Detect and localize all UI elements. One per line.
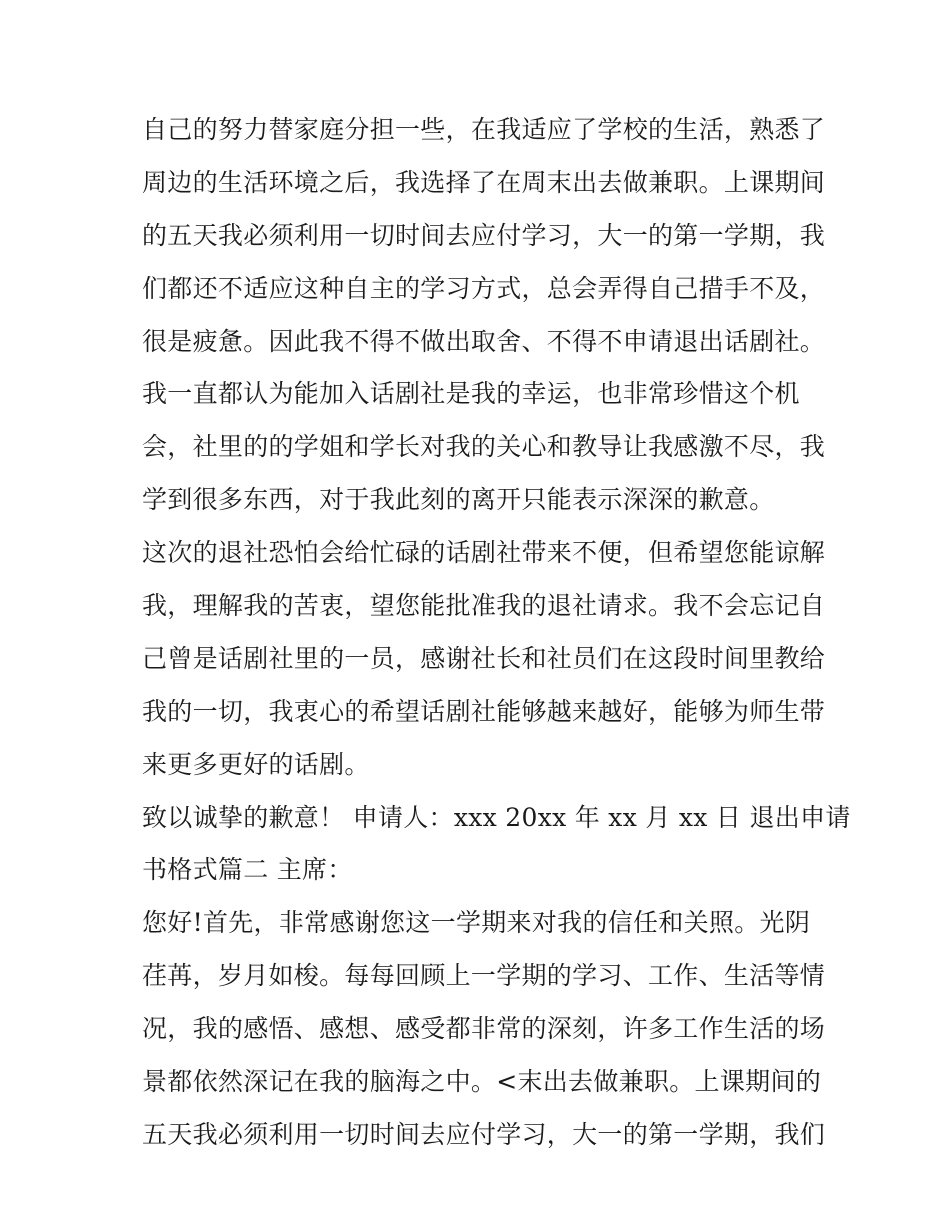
text-line: 学到很多东西，对于我此刻的离开只能表示深深的歉意。 (142, 485, 775, 515)
document-body (142, 104, 851, 1162)
text-line: 自己的努力替家庭分担一些，在我适应了学校的生活，熟悉了 (142, 115, 826, 144)
text-line: 您好!首先，非常感谢您这一学期来对我的信任和关照。光阴 (142, 908, 811, 938)
text-line: 的五天我必须利用一切时间去应付学习，大一的第一学期，我 (142, 220, 826, 250)
text-line: 周边的生活环境之后，我选择了在周末出去做兼职。上课期间 (142, 167, 826, 197)
text-line: 己曾是话剧社里的一员，感谢社长和社员们在这段时间里教给 (142, 643, 826, 673)
text-line: 五天我必须利用一切时间去应付学习，大一的第一学期，我们 (142, 1119, 826, 1149)
text-line: 景都依然深记在我的脑海之中。<末出去做兼职。上课期间的 (142, 1067, 822, 1097)
text-line: 这次的退社恐怕会给忙碌的话剧社带来不便，但希望您能谅解 (142, 538, 826, 568)
text-line: 荏苒，岁月如梭。每每回顾上一学期的学习、工作、生活等情 (142, 961, 826, 991)
text-line: 会，社里的的学姐和学长对我的关心和教导让我感激不尽，我 (142, 432, 826, 462)
text-line: 来更多更好的话剧。 (142, 749, 370, 779)
text-line: 书格式篇二 主席： (142, 855, 353, 885)
text-line: 致以诚挚的歉意！ 申请人：xxx 20xx 年 xx 月 xx 日 退出申请 (142, 802, 851, 832)
text-line: 我一直都认为能加入话剧社是我的幸运，也非常珍惜这个机 (142, 379, 800, 409)
text-line: 况，我的感悟、感想、感受都非常的深刻，许多工作生活的场 (142, 1014, 826, 1044)
text-line: 们都还不适应这种自主的学习方式，总会弄得自己措手不及， (142, 273, 826, 303)
text-line: 很是疲惫。因此我不得不做出取舍、不得不申请退出话剧社。 (142, 326, 826, 356)
text-line: 我的一切，我衷心的希望话剧社能够越来越好，能够为师生带 (142, 696, 826, 726)
text-line: 我，理解我的苦衷，望您能批准我的退社请求。我不会忘记自 (142, 591, 826, 621)
